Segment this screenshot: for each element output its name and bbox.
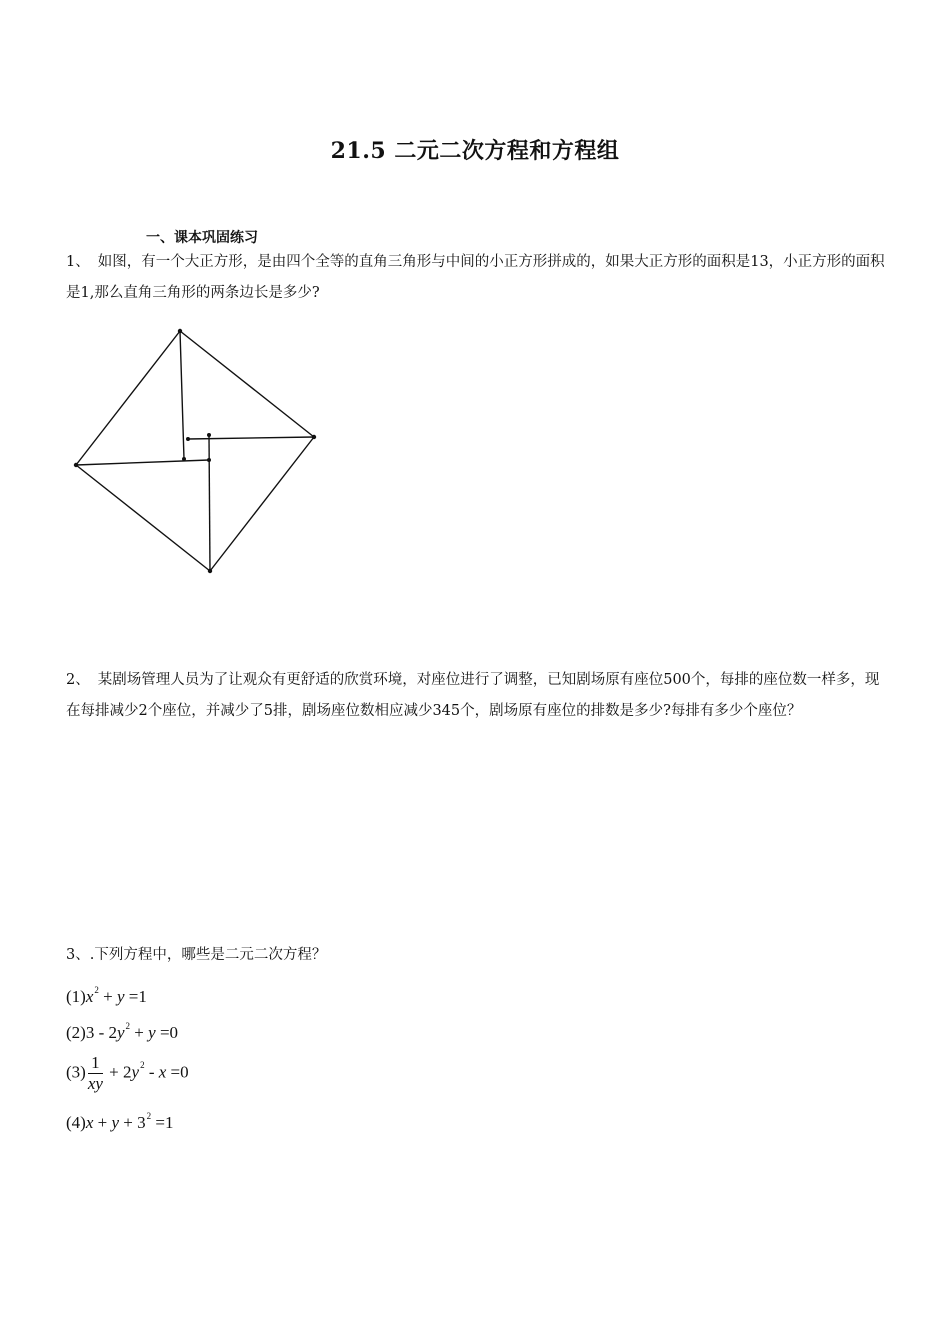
inner-line-top — [180, 331, 184, 459]
vertex-dot — [207, 433, 211, 437]
question-1 — [66, 247, 888, 309]
section-heading: 一、课本巩固练习 — [146, 230, 258, 246]
question-1-text: 如图，有一个大正方形，是由四个全等的直角三角形与中间的小正方形拼成的，如果大正方形的面积是13，小正方形的面积是1,那么直角三角形的两条边长是多少? — [66, 254, 885, 301]
outer-edge-left-top — [76, 331, 180, 465]
equation-2: $(2)3 - 2y^2 + y =0$ — [66, 1021, 179, 1042]
vertex-dot — [186, 437, 190, 441]
outer-edge-bottom-left — [76, 465, 210, 571]
question-1-number: 1、 — [66, 254, 90, 270]
vertex-dot — [74, 463, 78, 467]
question-3 — [66, 940, 888, 971]
square-figure — [66, 323, 326, 581]
vertex-dot — [312, 435, 316, 439]
outer-edge-right-bottom — [210, 437, 314, 571]
equation-4: $(4)x + y + 3^2 =1$ — [66, 1111, 174, 1132]
equation-1: $(1)x^2 + y =1$ — [66, 985, 147, 1006]
inner-line-bottom — [209, 435, 210, 571]
question-2-number: 2、 — [66, 672, 90, 688]
question-2 — [66, 665, 888, 727]
inner-line-left — [76, 460, 209, 465]
outer-edge-top-right — [180, 331, 314, 437]
vertex-dot — [207, 458, 211, 462]
question-3-text: .下列方程中，哪些是二元二次方程？ — [89, 947, 327, 963]
question-3-number: 3、 — [66, 947, 90, 963]
inner-line-right — [188, 437, 314, 439]
vertex-dot — [208, 569, 212, 573]
page-title: 21.5 二元二次方程和方程组 — [330, 138, 620, 164]
vertex-dot — [178, 329, 182, 333]
vertex-dot — [182, 457, 186, 461]
equation-3: (3) $\frac{1}{xy}$ + $2y^2 - x =0$ — [66, 1053, 189, 1093]
fraction: $\frac{1}{xy}$ — [87, 1053, 103, 1093]
question-2-text: 某剧场管理人员为了让观众有更舒适的欣赏环境，对座位进行了调整，已知剧场原有座位500个，每排的座位数一样多，现在每排减少2个座位，并减少了5排，剧场座位数相应减少345个，剧场原有座位的排数是多少?每排有多少个座位？ — [66, 672, 880, 719]
